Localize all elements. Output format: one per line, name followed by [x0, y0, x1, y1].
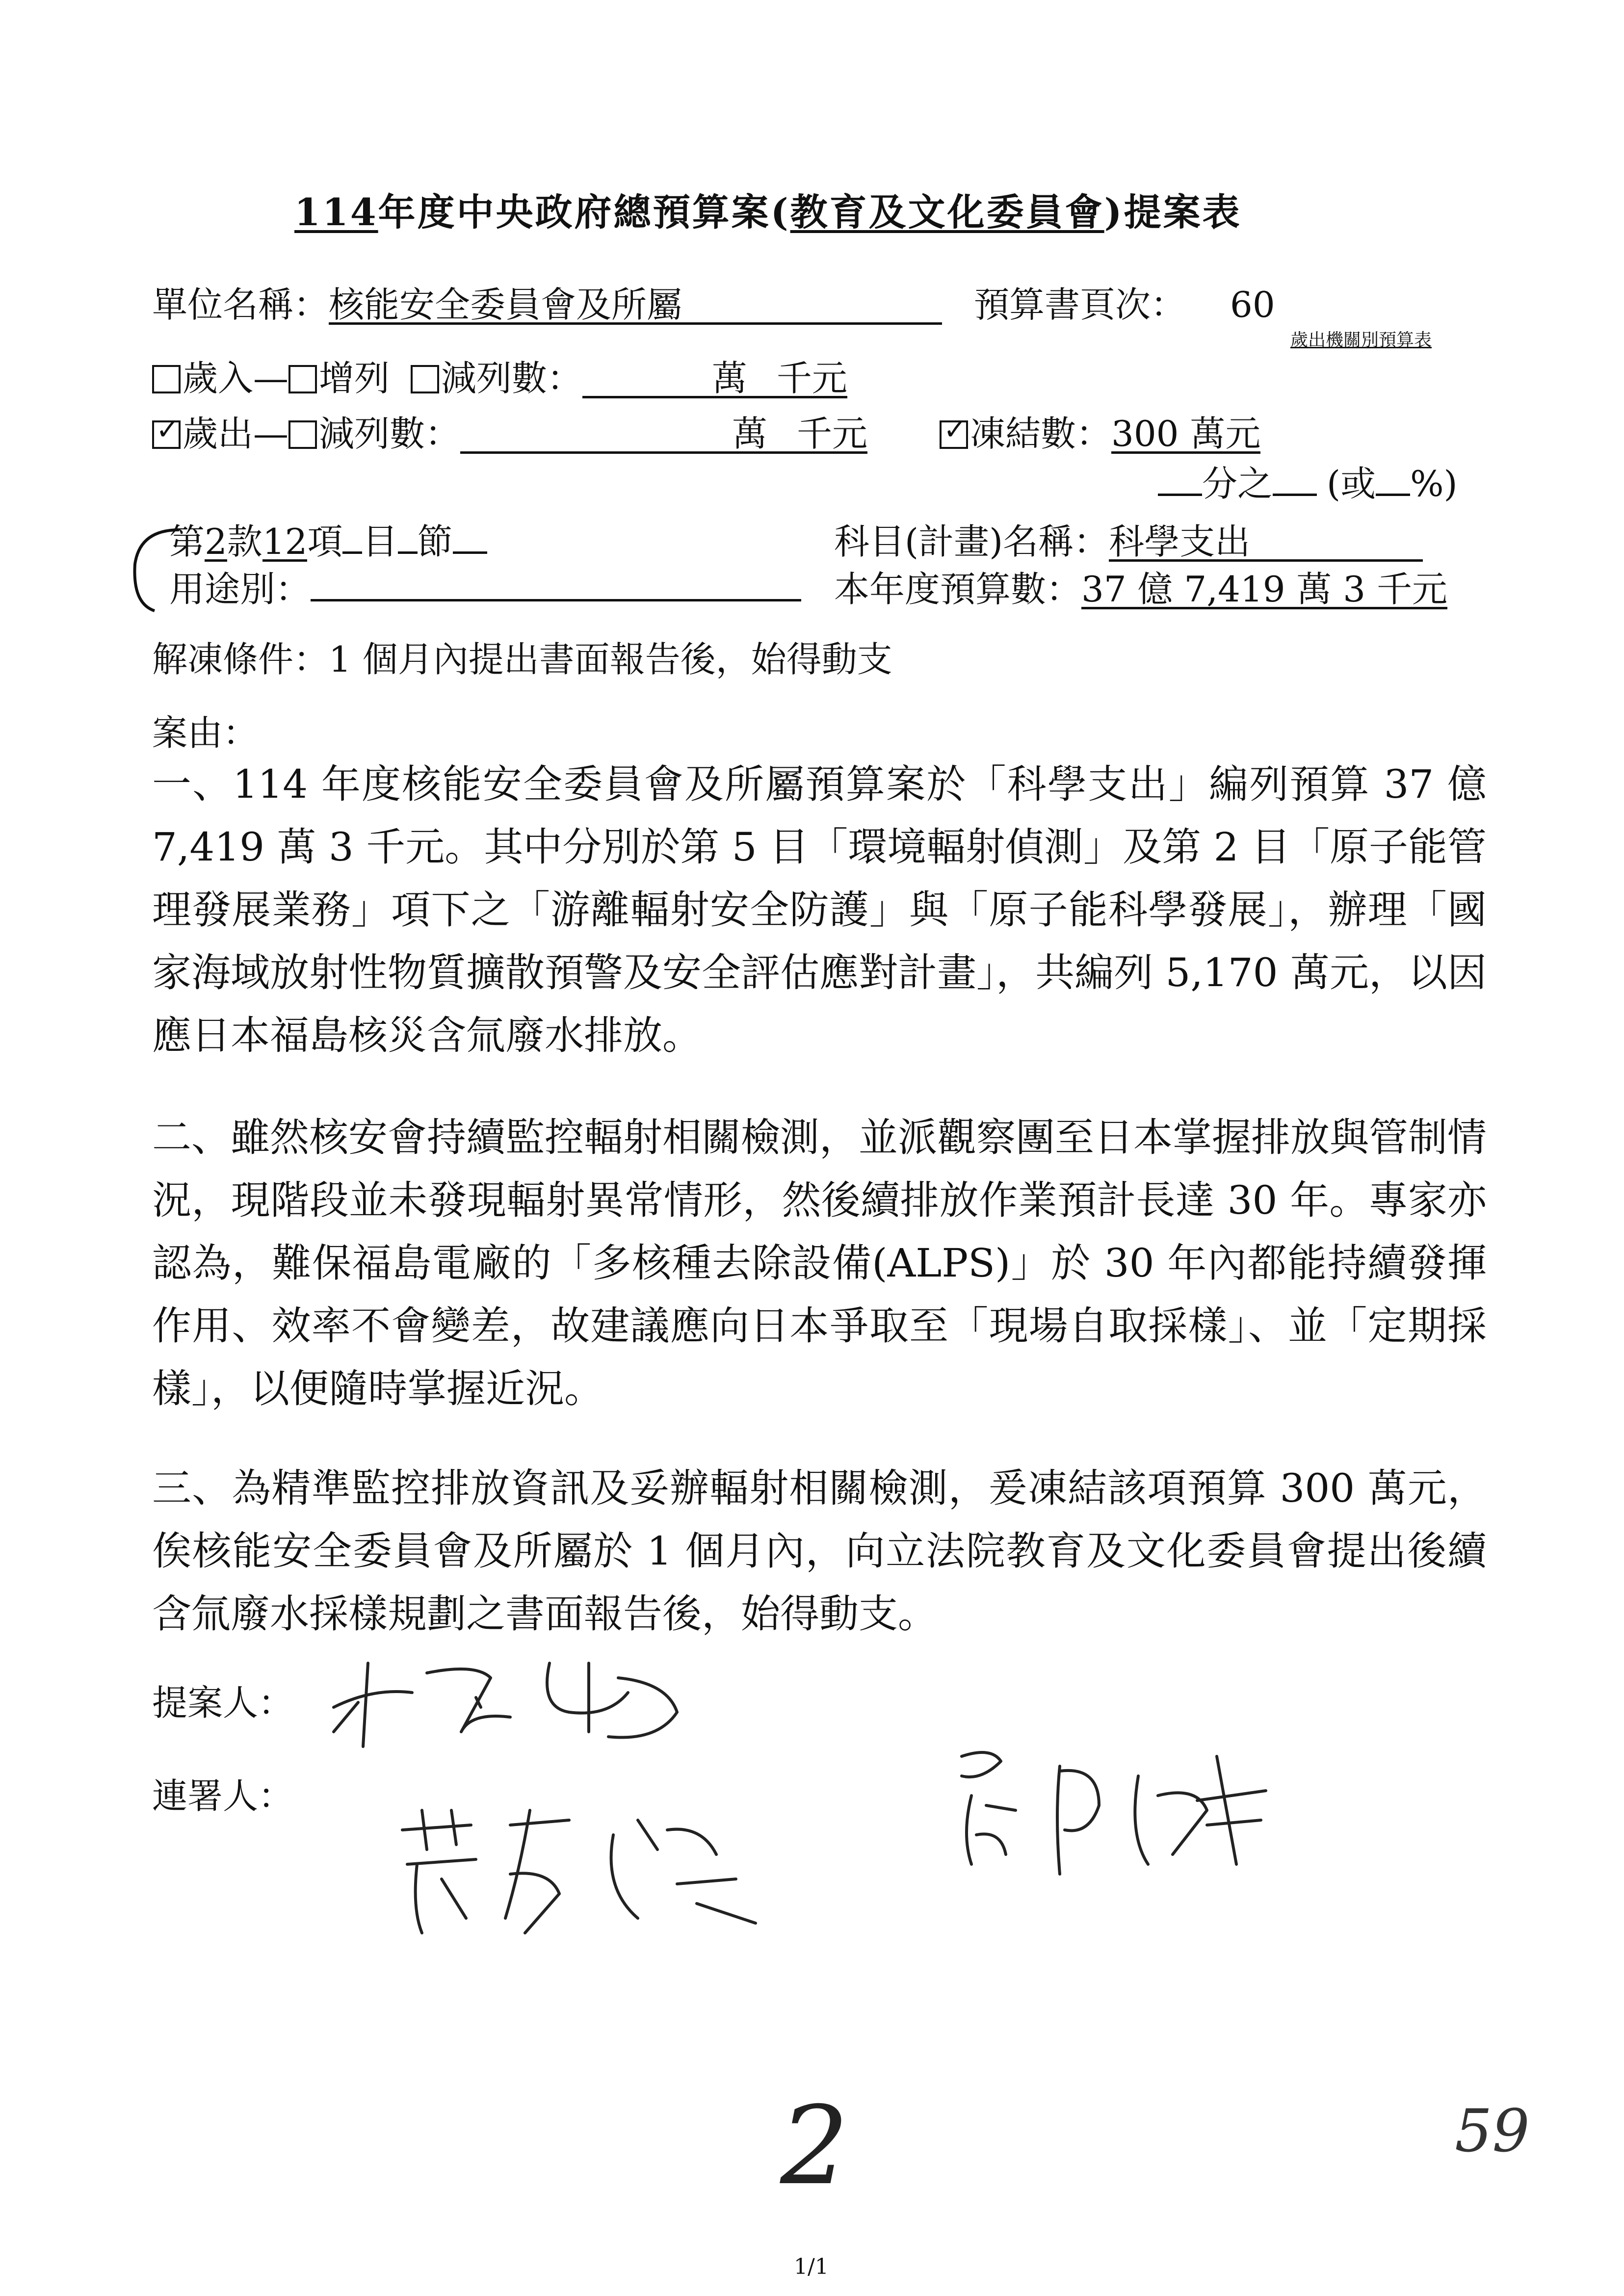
usage-label: 用途別： [169, 569, 311, 610]
page-note: 歲出機關別預算表 [1290, 330, 1432, 350]
handwritten-page-number [775, 2095, 888, 2193]
subject-label: 科目(計畫)名稱： [834, 521, 1109, 562]
page-indicator: 1/1 [794, 2254, 829, 2279]
expense-amount-line [460, 413, 868, 454]
reason-label: 案由： [152, 712, 259, 754]
expense-row [152, 413, 868, 454]
item-kuan: 款 [227, 521, 262, 562]
item-xiang-no: 12 [262, 521, 308, 562]
handwritten-corner-number [1452, 2092, 1536, 2166]
fraction-fen: 分之 [1202, 463, 1273, 504]
unit-label: 單位名稱： [152, 284, 329, 325]
cosigner-signature-1 [942, 1737, 1295, 1894]
item-kuan-no: 2 [205, 521, 227, 562]
page-label: 預算書頁次： [974, 284, 1186, 325]
expense-b: 減列數： [319, 413, 461, 454]
paragraph-3-text: 三、為精準監控排放資訊及妥辦輻射相關檢測，爰凍結該項預算 300 萬元，俟核能安全委員會及所屬於 1 個月內，向立法院教育及文化委員會提出後續含氚廢水採樣規劃之書面報告後，始得動支。 [152, 1465, 1487, 1637]
expense-qian: 千元 [797, 413, 868, 454]
increase-checkbox [288, 365, 317, 393]
cosigner-label: 連署人： [152, 1775, 294, 1817]
form-title [294, 183, 1242, 236]
handwritten-page-number-text: 2 [780, 2095, 849, 2193]
item-mu: 目 [362, 521, 398, 562]
handwritten-corner-number-text: 59 [1455, 2097, 1530, 2166]
item-row [169, 521, 487, 562]
fraction-pct: %) [1410, 463, 1458, 504]
expense-decrease-checkbox [288, 420, 317, 449]
page-ref [974, 284, 1275, 325]
expense-a: 歲出— [183, 413, 289, 454]
page-value: 60 [1230, 284, 1275, 325]
unfreeze-condition: 解凍條件：1 個月內提出書面報告後，始得動支 [152, 639, 892, 680]
freeze-value: 300 萬元 [1111, 413, 1261, 454]
item-blank-jie [398, 551, 418, 554]
fraction-blank-2 [1273, 494, 1317, 496]
title-committee: 教育及文化委員會 [790, 190, 1104, 234]
budget-label: 本年度預算數： [834, 569, 1082, 610]
item-blank-mu [342, 551, 362, 554]
item-di: 第 [169, 521, 205, 562]
fraction-row [1158, 463, 1458, 504]
item-blank-end [453, 551, 487, 554]
proposer-label: 提案人： [152, 1682, 294, 1723]
title-year: 114 [294, 190, 378, 234]
subject-value: 科學支出 [1109, 524, 1423, 562]
title-part1: 年度中央政府總預算案( [378, 190, 790, 234]
expense-wan: 萬 [732, 413, 768, 454]
unit-row [152, 284, 942, 325]
item-jie: 節 [417, 521, 453, 562]
fraction-huo: (或 [1327, 463, 1376, 504]
title-part2: )提案表 [1104, 190, 1242, 234]
budget-row [834, 569, 1447, 610]
income-c: 減列數： [441, 358, 582, 399]
unit-value: 核能安全委員會及所屬 [329, 287, 942, 325]
freeze-row [940, 413, 1261, 454]
expense-checkbox [152, 420, 181, 449]
income-a: 歲入— [183, 358, 289, 399]
income-checkbox [152, 365, 181, 393]
paragraph-2 [152, 1106, 1487, 1420]
decrease-checkbox [411, 365, 439, 393]
usage-blank [311, 599, 801, 601]
freeze-checkbox [940, 420, 968, 449]
fraction-blank-1 [1158, 494, 1202, 496]
income-row [152, 358, 847, 399]
income-wan: 萬 [711, 358, 747, 399]
income-b: 增列 [319, 358, 390, 399]
income-amount-line [582, 358, 847, 399]
proposer-signature [314, 1634, 716, 1761]
subject-row [834, 521, 1423, 562]
budget-value: 37 億 7,419 萬 3 千元 [1081, 569, 1447, 610]
freeze-label: 凍結數： [970, 413, 1112, 454]
income-qian: 千元 [776, 358, 847, 399]
paragraph-1-text: 一、114 年度核能安全委員會及所屬預算案於「科學支出」編列預算 37 億 7,419 萬 3 千元。其中分別於第 5 目「環境輻射偵測」及第 2 目「原子能管理發展業務」項下之「游離輻射安全防護」與「原子能科學發展」，辦理「國家海域放射性物質擴散預警及安全評估應對計畫」，共編列 5,170 萬元，以因應日本福島核災含氚廢水排放。 [152, 761, 1487, 1058]
paragraph-1 [152, 753, 1487, 1067]
usage-row [169, 569, 801, 610]
item-xiang: 項 [307, 521, 343, 562]
paragraph-3 [152, 1457, 1487, 1645]
paragraph-2-text: 二、雖然核安會持續監控輻射相關檢測，並派觀察團至日本掌握排放與管制情況，現階段並未發現輻射異常情形，然後續排放作業預計長達 30 年。專家亦認為，難保福島電廠的「多核種去除設備(ALPS)」於 30 年內都能持續發揮作用、效率不會變差，故建議應向日本爭取至「現場自取採樣」、並「定期採樣」，以便隨時掌握近況。 [152, 1115, 1487, 1411]
fraction-blank-3 [1376, 494, 1410, 496]
cosigner-signature-2 [383, 1791, 800, 1948]
